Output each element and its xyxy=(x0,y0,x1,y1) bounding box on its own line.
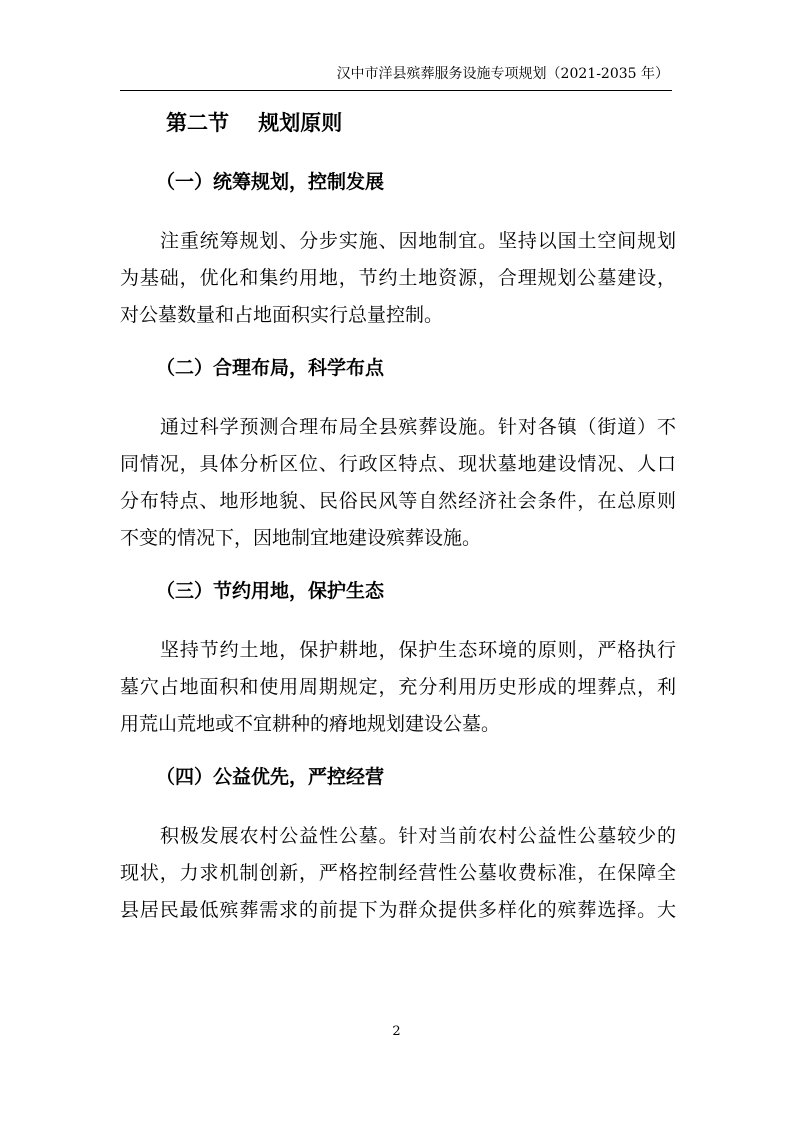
page-number: 2 xyxy=(392,1024,401,1039)
subsection-2 xyxy=(120,348,676,557)
paragraph xyxy=(120,409,676,557)
subsection-heading: （二）合理布局，科学布点 xyxy=(156,357,385,379)
subsection-heading: （三）节约用地，保护生态 xyxy=(156,580,385,602)
running-header: 汉中市洋县殡葬服务设施专项规划（2021-2035 年） xyxy=(336,66,669,82)
paragraph-line: 同情况，具体分析区位、行政区特点、现状墓地建设情况、人口 xyxy=(120,453,676,475)
subsection-heading: （四）公益优先，严控经营 xyxy=(156,766,385,788)
paragraph xyxy=(120,818,676,929)
page-body xyxy=(120,100,676,929)
paragraph-line: 用荒山荒地或不宜耕种的瘠地规划建设公墓。 xyxy=(120,713,501,735)
paragraph-line: 积极发展农村公益性公墓。针对当前农村公益性公墓较少的 xyxy=(160,825,676,847)
header-divider xyxy=(120,90,672,91)
paragraph-line: 对公墓数量和占地面积实行总量控制。 xyxy=(120,304,444,326)
paragraph-line: 通过科学预测合理布局全县殡葬设施。针对各镇（街道）不 xyxy=(160,416,676,438)
section-title: 第二节 规划原则 xyxy=(166,111,343,135)
paragraph-line: 为基础，优化和集约用地，节约土地资源，合理规划公墓建设， xyxy=(120,267,676,289)
subsection-heading: （一）统筹规划，控制发展 xyxy=(156,171,385,193)
paragraph-line: 注重统筹规划、分步实施、因地制宜。坚持以国土空间规划 xyxy=(160,230,676,252)
subsection-1 xyxy=(120,162,676,334)
paragraph-line: 坚持节约土地，保护耕地，保护生态环境的原则，严格执行 xyxy=(160,639,676,661)
paragraph-line: 不变的情况下，因地制宜地建设殡葬设施。 xyxy=(120,527,482,549)
paragraph-line: 现状，力求机制创新，严格控制经营性公墓收费标准，在保障全 xyxy=(120,862,676,884)
paragraph xyxy=(120,632,676,743)
paragraph-line: 县居民最低殡葬需求的前提下为群众提供多样化的殡葬选择。大 xyxy=(120,899,676,921)
subsection-3 xyxy=(120,571,676,743)
paragraph-line: 分布特点、地形地貌、民俗民风等自然经济社会条件，在总原则 xyxy=(120,490,676,512)
paragraph xyxy=(120,223,676,334)
subsection-4 xyxy=(120,757,676,929)
paragraph-line: 墓穴占地面积和使用周期规定，充分利用历史形成的埋葬点，利 xyxy=(120,676,676,698)
